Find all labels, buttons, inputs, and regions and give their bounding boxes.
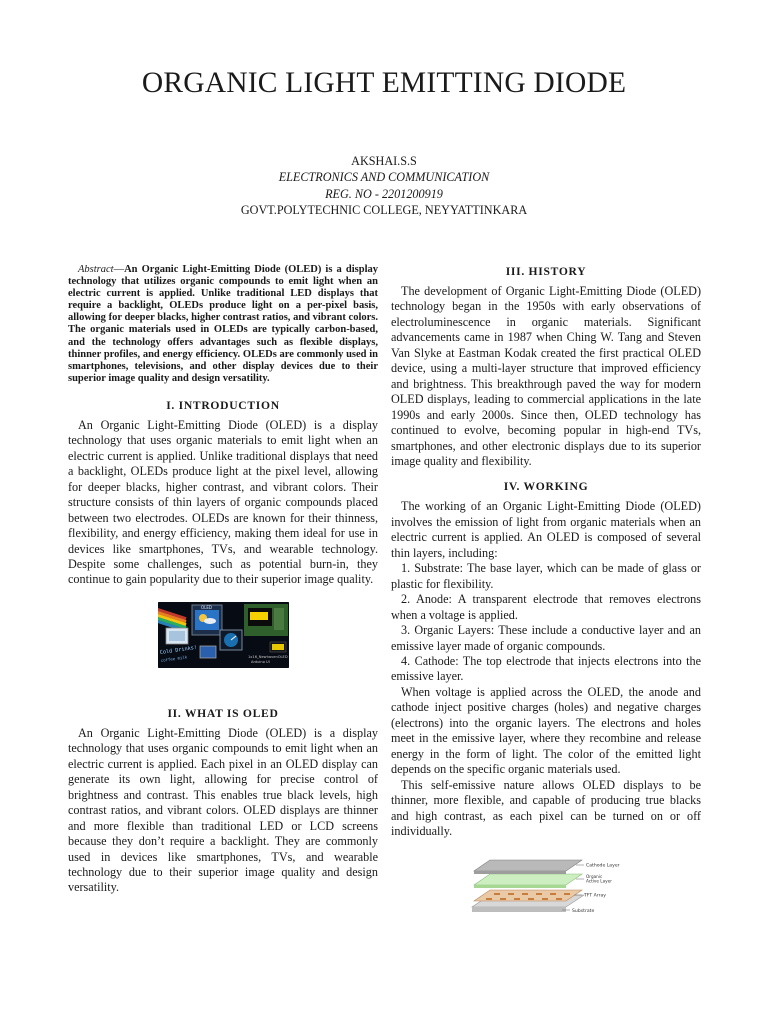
svg-text:coffee milk: coffee milk (159, 654, 187, 663)
section-heading-history: III. HISTORY (505, 265, 587, 278)
author-name: AKSHAI.S.S (351, 154, 417, 168)
paper-title: ORGANIC LIGHT EMITTING DIODE (141, 67, 627, 99)
oled-displays-photo (158, 602, 289, 668)
left-column (68, 264, 378, 896)
abstract-text: An Organic Light-Emitting Diode (OLED) is a display technology that utilizes organic compounds to emit light when an electric current is applied. Unlike traditional LED displays that require a backlight, OLEDs produce light on a per-pixel basis, allowing for deeper blacks, higher contrast ratios, and vibrant colors. The organic materials used in OLEDs are typically carbon-based, and the technology offers advantages such as flexible displays, thinner profiles, and energy efficiency. OLEDs are commonly used in smartphones, televisions, and other display devices due to their superior image quality and design versatility. (68, 264, 378, 384)
oled-displays-illustration (158, 602, 289, 668)
fig1-oled-label: OLED (200, 604, 212, 610)
what-is-oled-paragraph: An Organic Light-Emitting Diode (OLED) is a display technology that uses organic compounds to emit light when an electric current is applied. Each pixel in an OLED display can generate its own light, allowing for precise control of brightness and contrast. This enables true black levels, high contrast ratios, and vibrant colors. OLED displays are thinner and more flexible than traditional LED or LCD screens because they don’t require a backlight. They are commonly used in devices like smartphones, TVs, and wearable technology due to their superior image quality and design versatility. (68, 725, 378, 895)
fig1-arduino-label: Arduino UI (250, 659, 270, 664)
oled-layer-diagram (466, 857, 626, 923)
fig1-cold-drinks-label: Cold Drinks! (158, 644, 197, 656)
author-college: GOVT.POLYTECHNIC COLLEGE, NEYYATTINKARA (240, 203, 528, 218)
working-item-organic-layers: 3. Organic Layers: These include a conductive layer and an emissive layer made of organic compounds. (391, 623, 701, 653)
working-paragraph-intro: The working of an Organic Light-Emitting Diode (OLED) involves the emission of light from organic materials when an electric current is applied. An OLED is composed of several thin layers, including: (391, 499, 701, 560)
abstract (68, 264, 378, 385)
fig2-cathode-label: Cathode Layer (586, 863, 620, 869)
history-paragraph: The development of Organic Light-Emitting Diode (OLED) technology began in the 1950s with early observations of electroluminescence in organic materials. Significant advancements came in 1987 when Ching W. Tang and Steven Van Slyke at Eastman Kodak created the first practical OLED device, using a multi-layer structure that improved efficiency and brightness. This breakthrough paved the way for modern OLED displays, leading to commercial applications in the late 1990s and early 2000s. Since then, OLED technology has continued to evolve, becoming popular in high-end TVs, smartphones, and other electronic displays due to its superior image quality and flexibility. (391, 284, 701, 468)
working-item-cathode: 4. Cathode: The top electrode that injects electrons into the emissive layer. (391, 653, 701, 684)
section-heading-working: IV. WORKING (503, 480, 589, 494)
fig2-tft-label: TFT Array (584, 893, 607, 899)
abstract-dash: — (113, 264, 125, 275)
section-heading-what-is-oled: II. WHAT IS OLED (167, 706, 279, 720)
author-department: ELECTRONICS AND COMMUNICATION (278, 170, 490, 185)
right-column (391, 264, 701, 923)
fig1-newhaven-label: 1x16_NewhavenOLED (247, 654, 288, 659)
working-item-substrate: 1. Substrate: The base layer, which can be made of glass or plastic for flexibility. (391, 561, 701, 591)
author-block (0, 153, 768, 219)
working-paragraph-voltage: When voltage is applied across the OLED, the anode and cathode inject positive charges (holes) and negative charges (electrons) into the organic layers. The electrons and holes meet in the emissive layer, where they recombine and release energy in the form of light. The color of the emitted light depends on the specific organic materials used. (391, 684, 701, 777)
author-reg-no: REG. NO - 2201200919 (325, 186, 443, 201)
working-item-anode: 2. Anode: A transparent electrode that removes electrons when a voltage is applied. (391, 592, 701, 622)
intro-paragraph: An Organic Light-Emitting Diode (OLED) is a display technology that uses organic materials to emit light when an electric current is applied. Unlike traditional displays that need a backlight, OLEDs produce light at the pixel level, allowing for deeper blacks, higher contrast, and vibrant colors. Their structure consists of thin layers of organic compounds placed between two electrodes. OLEDs are known for their thinness, flexibility, and energy efficiency, making them ideal for use in devices like smartphones, TVs, and wearable technology. Despite some challenges, such as potential burn-in, they continue to gain popularity due to their superior image quality. (68, 417, 378, 587)
section-heading-introduction: I. INTRODUCTION (166, 398, 280, 412)
abstract-label: Abstract (78, 264, 114, 275)
fig2-organic-label: Organic Active Layer (586, 874, 612, 885)
working-paragraph-self-emissive: This self-emissive nature allows OLED displays to be thinner, more flexible, and capable of producing true blacks and high contrast, as each pixel can be turned on or off individually. (391, 777, 701, 838)
fig2-substrate-label: Substrate (572, 909, 595, 915)
